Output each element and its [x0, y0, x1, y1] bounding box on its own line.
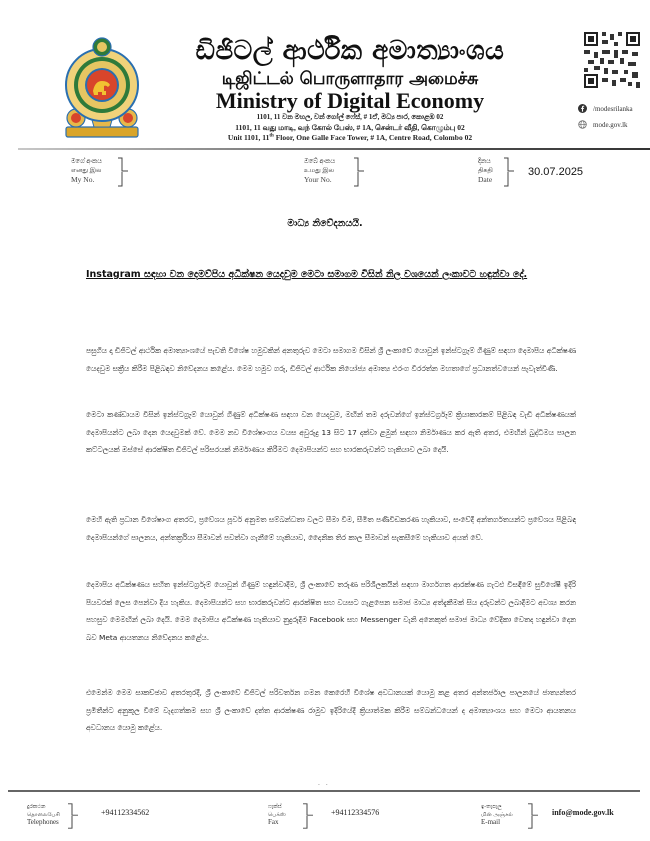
- facebook-link[interactable]: [578, 104, 633, 113]
- ministry-title-english: Ministry of Digital Economy: [215, 88, 485, 113]
- address-english-sup: th: [269, 133, 274, 139]
- date-value: 30.07.2025: [528, 166, 584, 178]
- email-address[interactable]: info@mode.gov.lk: [552, 808, 614, 817]
- my-number-field: [71, 157, 102, 184]
- address-english-suffix: Floor, One Galle Face Tower, # 1A, Centre Road, Colombo 02: [273, 133, 473, 142]
- email-label: [481, 804, 513, 827]
- fax-label: [268, 804, 286, 827]
- address-tamil: 1101, 11 வது மாடி, வந் கோல் பேஸ், # 1A, சென்டர் வீதி, கொழும்பு 02: [235, 123, 465, 132]
- brace-icon: [503, 157, 517, 187]
- email-label-si: ඉ-තැපෑල: [481, 804, 502, 810]
- document-type-label: මාධ්‍ය නිවේදනයයි.: [287, 218, 363, 229]
- address-english: [160, 133, 540, 142]
- your-no-label-en: Your No.: [304, 175, 332, 184]
- globe-icon: [578, 120, 587, 129]
- address-sinhala: 1101, 11 වන මහල, වන් ගෝල් ෆේස්, # 1ඒ, මධ්‍ය පාර, කොළඹ 02: [256, 113, 444, 121]
- your-number-field: [304, 157, 335, 184]
- body-paragraph: පසුගිය දා ඩිජිටල් ආර්ථික අමාත්‍යාංශයේ පැවති විශේෂ හමුවකින් අනතුරුව මෙටා සමාගම විසින් ශ්‍රී ලංකාවේ යොවුන් ඉන්ස්ටග්‍රෑම් ගිණුම් සඳහා දෙමාපිය අධීක්ෂණ යෙදවුම සක්‍රීය කිරීම පිළිබඳව නිවේදනය කළේය. මෙම හමුව ගරු, ඩිජිටල් ආර්ථික නියෝජ්‍ය අමාත්‍ය එරංග වීරරත්න මහතාගේ ප්‍රධානත්වයෙන් පැවැත්විණි.: [86, 346, 576, 373]
- ministry-title-sinhala: ඩිජිටල් ආර්ථික අමාත්‍යාංශය: [195, 36, 505, 66]
- page-marker: ··: [318, 782, 334, 789]
- footer-divider: [8, 790, 640, 792]
- your-no-label-si: ඔබේ අංකය: [304, 158, 336, 165]
- qr-code-icon[interactable]: [584, 32, 640, 88]
- brace-icon: [117, 157, 131, 187]
- header-divider: [18, 148, 650, 150]
- website-link[interactable]: [578, 120, 628, 129]
- date-field: [478, 157, 493, 184]
- brace-icon: [302, 803, 316, 829]
- facebook-icon: [578, 104, 587, 113]
- telephone-label: [27, 804, 60, 827]
- body-paragraph: මෙටා කණ්ඩායම විසින් ඉන්ස්ටග්‍රෑම් යොවුන් ගිණුම් අධීක්ෂණ සඳහා වන යෙදවුම, මඟින් තම දරුවන්ගේ ඉන්ස්ටර්ග්‍රෑම් ක්‍රියාකාරකම් පිළිබඳ වැඩි අධීක්ෂණයක් දෙමාපියන්ට ලබා දෙන යෙදවුමක් වේ. මෙම නව විශේෂාංගය වයස අවුරුදු 13 සිට 17 දක්වා ළමුන් සඳහා නිර්මාණය කර ඇති අතර, එමඟින් බුද්ධිමය පාලන කට්ටලයක් ඔස්සේ ආරක්ෂිත ඩිජිටල් පරිසරයක් නිර්මාණය කිරීමට දෙමාපියන්ට සහ භාරකරුවන්ට හැකියාව ලබා දෙයි.: [86, 410, 576, 454]
- address-english-prefix: Unit 1101, 11: [227, 133, 270, 142]
- body-paragraph: එමෙන්ම මෙම සාකච්ඡාව අතරතුරදී, ශ්‍රී ලංකාවේ ඩිජිටල් පරිවර්තන ගමන කෙරෙහි විශේෂ අවධානයක් යොමු කළ අතර අන්තර්ජාල පාලනයේ ජාත්‍යන්තර ප්‍රමිතීන්ට අනුකූල වීමේ වැදගත්කම සහ ශ්‍රී ලංකාවේ දත්ත ආරක්ෂණ රාමුව ඉදිරියේදී ක්‍රියාත්මක කිරීම සම්බන්ධයෙන් ද අමාත්‍යාංශය සහ මෙටා ආයතනය අවධානය යොමු කළේය.: [86, 688, 576, 732]
- telephone-number[interactable]: +94112334562: [101, 808, 150, 817]
- fax-label-ta: பெக்ஸ்: [268, 811, 286, 818]
- email-label-ta: மின் அஞ்சல்: [481, 811, 513, 818]
- fax-label-si: ෆැක්ස්: [268, 804, 282, 810]
- your-no-label-ta: உமது இல: [304, 167, 335, 174]
- body-paragraph: මෙහි ඇති ප්‍රධාන විශේෂාංග අතරට, ප්‍රවේශය පූර්ව අනුමත සම්බන්ධතා වලට සීමා වීම, සීමිත පණිවිඩකරණ හැකියාව, සංවේදී අන්තර්ගතයන්ට ප්‍රවේශය පිළිබඳ දෙමාපියන්ගේ පාලනය, අන්තර්ක්‍රියා සීමාවන් පවත්වා ගැනීමේ හැකියාව, දෛනික තිර කාල සීමාවන් සැකසීමේ හැකියාව අයත් වේ.: [86, 515, 576, 542]
- website-url: mode.gov.lk: [593, 120, 628, 129]
- date-label-si: දිනය: [478, 158, 491, 165]
- date-label-ta: திகதி: [478, 167, 493, 174]
- email-label-en: E-mail: [481, 818, 501, 826]
- body-paragraph: දෙමාපිය අධීක්ෂණය සහිත ඉන්ස්ටර්ග්‍රෑම් යොවුන් ගිණුම් හඳුන්වාදීම, ශ්‍රී ලංකාවේ තරුණ පරිශීලකයින් සඳහා මාර්ගගත ආරක්ෂණ ගැටළු විසඳීමේ සුවිශේෂී ඉදිරි පියවරක් ලෙස පෙන්වා දිය හැකිය. දෙමාපියන්ට සහ භාරකරුවන්ට ආරක්ෂිත සහ වයසට ගැළපෙන සමාජ මාධ්‍ය අත්දැකීමක් සිය දරුවන්ට ලබාදීමට අවශ්‍ය කරන පහසුව මෙමඟින් ලබා දෙයි. මෙම දෙමාපිය අධීක්ෂණ හැකියාව නුදුරුදීම Facebook සහ Messenger වැනි අනෙකුත් සමාජ මාධ්‍ය වේදිකා වෙතද හඳුන්වා දෙන බව Meta ආයතනය නිවේදනය කළේය.: [86, 580, 576, 642]
- fax-label-en: Fax: [268, 818, 279, 826]
- facebook-handle: /modesrilanka: [593, 104, 633, 113]
- national-emblem-icon: [62, 35, 142, 140]
- date-label-en: Date: [478, 175, 493, 184]
- my-no-label-ta: எனது இல: [71, 167, 102, 174]
- telephone-label-ta: தொலைபேசி: [27, 811, 60, 818]
- brace-icon: [527, 803, 541, 829]
- my-no-label-si: මගේ අංකය: [71, 158, 102, 165]
- ministry-title-tamil: டிஜிட்டல் பொருளாதார அமைச்சு: [221, 69, 479, 89]
- my-no-label-en: My No.: [71, 175, 95, 184]
- telephone-label-si: දුරකථන: [27, 804, 46, 810]
- press-release-headline: Instagram සඳහා වන දෙමව්පිය අධීක්ෂන යෙදවුම මෙටා සමාගම විසින් නිල වශයෙන් ලංකාවට හඳුන්වා දේ.: [86, 269, 528, 280]
- fax-number: +94112334576: [331, 808, 380, 817]
- telephone-label-en: Telephones: [27, 818, 59, 826]
- brace-icon: [353, 157, 367, 187]
- brace-icon: [67, 803, 81, 829]
- letterhead: [0, 0, 650, 148]
